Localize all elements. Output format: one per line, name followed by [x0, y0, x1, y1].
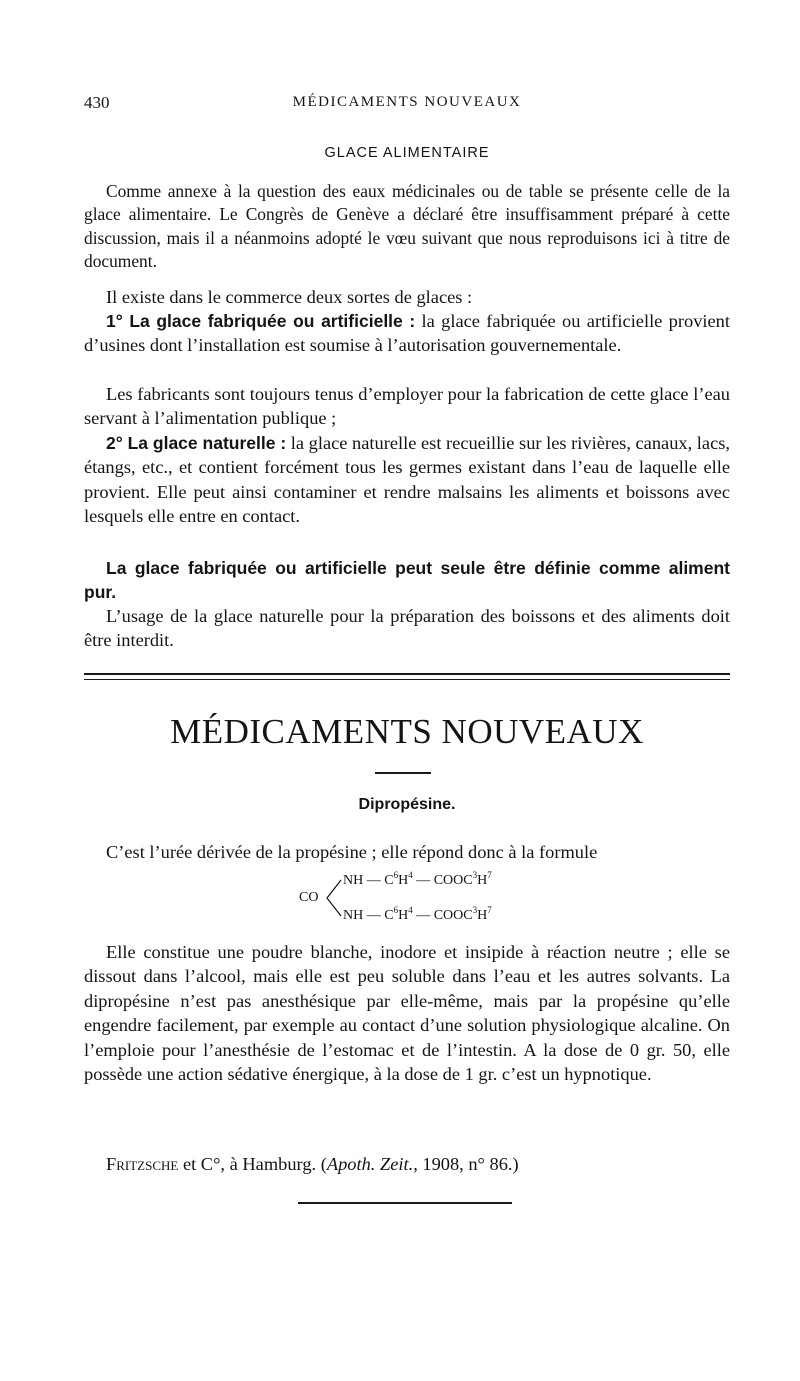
- f2-nh: NH — C: [343, 908, 394, 923]
- f2-s7: 7: [487, 905, 492, 915]
- journal-name: Apoth. Zeit.: [326, 1154, 414, 1174]
- f1-h: H: [398, 873, 409, 888]
- f1-s4: 4: [408, 870, 413, 880]
- f1-cooc: — COOC: [412, 873, 473, 888]
- f2-cooc: — COOC: [412, 908, 473, 923]
- glace-final-paragraph: L’usage de la glace naturelle pour la préparation des boissons et des aliments doit être interdit.: [84, 606, 730, 651]
- formula-co: CO: [299, 890, 319, 905]
- glace-item1-paragraph: [84, 309, 730, 358]
- conclusion-bold: La glace fabriquée ou artificielle peut seule être définie comme aliment pur.: [84, 558, 730, 603]
- double-rule-top: [84, 673, 730, 675]
- glace-conclusion-paragraph: [84, 556, 730, 605]
- title-underline: [375, 772, 431, 774]
- f1-s6: 6: [393, 870, 399, 880]
- f2-h: H: [398, 908, 409, 923]
- glace-intro-paragraph: [84, 180, 730, 274]
- chemical-formula: [299, 868, 559, 928]
- glace-sorts-paragraph: Il existe dans le commerce deux sortes de glaces :: [106, 287, 473, 307]
- section-title-glace: GLACE ALIMENTAIRE: [324, 145, 490, 161]
- item1-label: 1° La glace fabriquée ou artificielle :: [106, 311, 416, 331]
- item2-label: 2° La glace naturelle :: [106, 433, 287, 453]
- source-end: , 1908, n° 86.): [413, 1154, 519, 1174]
- f2-s4: 4: [408, 905, 413, 915]
- source-citation: [84, 1152, 730, 1176]
- item1-text: la glace fabriquée ou artificielle provient d’usines dont l’installation est soumise à l’autorisation gouvernementale.: [84, 311, 730, 356]
- glace-fabricants-paragraph: Les fabricants sont toujours tenus d’employer pour la fabrication de cette glace l’eau servant à l’alimentation publique ;: [84, 384, 730, 429]
- formula-line-2: [343, 905, 492, 924]
- f2-s6: 6: [393, 905, 399, 915]
- running-header: [84, 93, 730, 115]
- formula-bracket: [324, 878, 344, 918]
- source-name: Fritzsche: [106, 1154, 179, 1174]
- formula-intro: C’est l’urée dérivée de la propésine ; elle répond donc à la formule: [106, 842, 598, 862]
- glace-intro-text: Comme annexe à la question des eaux médicinales ou de table se présente celle de la glace alimentaire. Le Congrès de Genève a déclaré être insuffisamment préparé à cette discussion, mais il a néanmoins adopté le vœu suivant que nous reproduisons ici à titre de document.: [84, 181, 730, 272]
- medicaments-title: MÉDICAMENTS NOUVEAUX: [170, 712, 644, 751]
- bottom-rule: [298, 1202, 512, 1204]
- description-paragraph: Elle constitue une poudre blanche, inodore et insipide à réaction neutre ; elle se dissout dans l’alcool, mais elle est peu soluble dans l’eau et les autres solvants. La dipropésine n’est pas anesthésique par elle-même, mais par la propésine qu’elle engendre facilement, par exemple au contact d’une solution physiologique alcaline. On l’emploie pour l’anesthésie de l’estomac et de l’intestin. A la dose de 0 gr. 50, elle possède une action sédative énergique, à la dose de 1 gr. c’est un hypnotique.: [84, 942, 730, 1085]
- running-title: MÉDICAMENTS NOUVEAUX: [292, 94, 522, 110]
- glace-item2-paragraph: [84, 431, 730, 529]
- page-number: 430: [84, 93, 110, 112]
- f2-h2: H: [477, 908, 488, 923]
- source-rest: et C°, à Hamburg. (: [178, 1154, 327, 1174]
- formula-line-1: [343, 870, 492, 889]
- f1-s7: 7: [487, 870, 492, 880]
- f1-s3: 3: [472, 870, 478, 880]
- f2-s3: 3: [472, 905, 478, 915]
- item2-text: la glace naturelle est recueillie sur les rivières, canaux, lacs, étangs, etc., et contient forcément tous les germes existant dans l’eau de laquelle elle provient. Elle peut ainsi contaminer et rendre malsains les aliments et boissons avec lesquels elle entre en contact.: [84, 433, 730, 527]
- f1-nh: NH — C: [343, 873, 394, 888]
- f1-h2: H: [477, 873, 488, 888]
- double-rule-bottom: [84, 679, 730, 680]
- dipropesine-title: Dipropésine.: [358, 796, 456, 813]
